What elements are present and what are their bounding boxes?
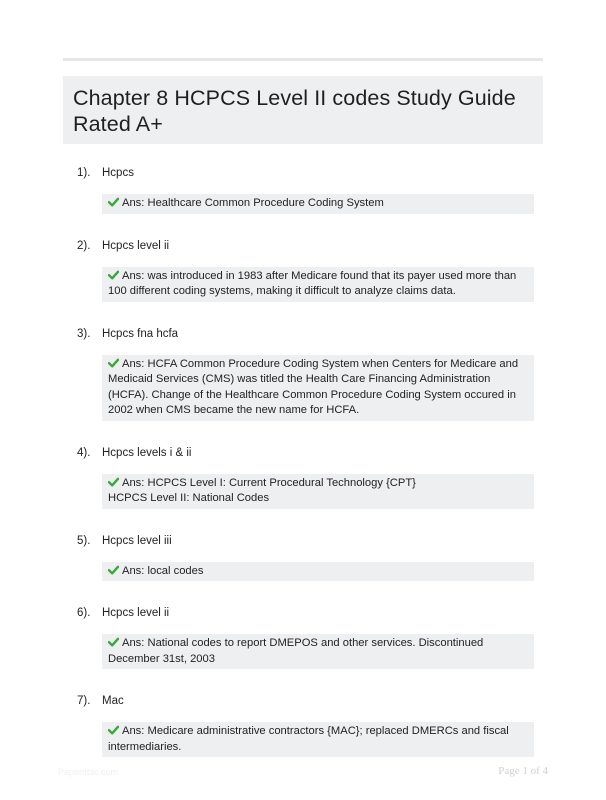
footer-site: Paperttbic.com [58,767,119,777]
title-banner [63,76,543,144]
answer-text: Ans: Medicare administrative contractors {MAC}; replaced DMERCs and fiscal intermediaries. [108,725,509,753]
question-item [63,535,543,582]
page-number: Page 1 of 4 [498,765,548,777]
question-item [63,447,543,509]
question-item [63,695,543,757]
question-list [63,167,543,783]
answer-box [102,267,534,302]
answer-text: Ans: Healthcare Common Procedure Coding System [122,197,384,209]
question-number: 4). [77,446,91,459]
answer-box [102,634,534,669]
question-text: Hcpcs level ii [102,239,170,252]
question-number: 1). [77,167,91,179]
answer-text: Ans: National codes to report DMEPOS and other services. Discontinued December 31st, 2003 [108,637,484,665]
check-icon [108,725,119,735]
question-text: Hcpcs fna hcfa [102,327,179,340]
question-item [63,328,543,421]
question-item [63,607,543,669]
answer-text-line2: HCPCS Level II: National Codes [108,492,270,504]
question-text: Hcpcs level ii [102,607,170,619]
answer-text: Ans: local codes [122,564,204,577]
check-icon [108,565,119,575]
question-number: 6). [77,607,91,619]
check-icon [108,477,119,487]
question-number: 3). [77,327,91,340]
answer-text: Ans: was introduced in 1983 after Medicare found that its payer used more than 100 different coding systems, making it difficult to analyze claims data. [108,269,517,297]
question-item [63,240,543,302]
answer-box [102,474,534,509]
question-item [63,167,543,214]
answer-box [102,355,534,421]
answer-text: Ans: HCPCS Level I: Current Procedural Technology {CPT} [122,476,416,489]
question-text: Mac [102,695,124,707]
question-number: 7). [77,695,91,707]
question-text: Hcpcs [102,167,134,179]
answer-text: Ans: HCFA Common Procedure Coding System when Centers for Medicare and Medicaid Services (CMS) was titled the Health Care Financing Administration (HCFA). Change of the Healthcare Common Procedure Coding System occured in 2002 when CMS became the new name for HCFA. [108,357,519,416]
answer-box [102,722,534,757]
check-icon [108,270,119,280]
check-icon [108,358,119,368]
question-number: 5). [77,534,91,547]
answer-box [102,194,534,214]
top-divider [63,58,543,61]
check-icon [108,197,119,207]
page-title: Chapter 8 HCPCS Level II codes Study Guide Rated A+ [73,86,516,136]
check-icon [108,637,119,647]
question-text: Hcpcs levels i & ii [102,446,192,459]
question-number: 2). [77,239,91,252]
question-text: Hcpcs level iii [102,534,172,547]
answer-box [102,562,534,582]
